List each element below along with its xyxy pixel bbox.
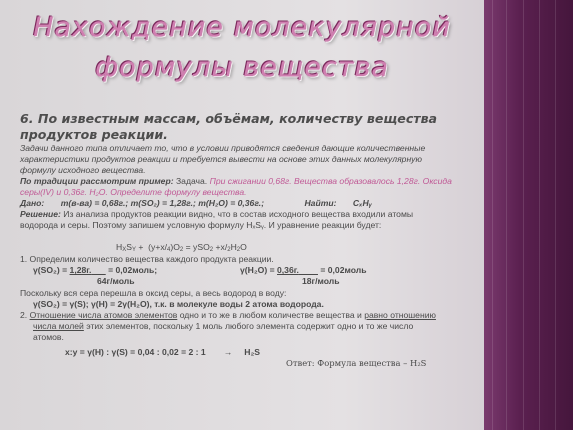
slide-title-line-2: формулы вещества <box>95 52 389 83</box>
step-2-line-1: 2. Отношение числа атомов элементов одно и то же в любом количестве вещества и равно отношению <box>20 310 436 320</box>
solution-text-1: Из анализа продуктов реакции видно, что в состав исходного вещества входили атомы <box>63 209 414 219</box>
given-label: Дано: <box>20 198 45 208</box>
answer-line: Ответ: Формула вещества – H₂S <box>286 358 427 368</box>
description-line-1: Задачи данного типа отличает то, что в условии приводятся сведения дающие количественные <box>20 143 426 153</box>
example-label: По традиции рассмотрим пример: <box>20 176 174 186</box>
example-task-start: При сжигании 0,68г. Вещества образовалось 1,28г. Оксида <box>209 176 452 186</box>
example-line-1 <box>20 176 452 187</box>
description-line-3: формулу исходного вещества. <box>20 165 146 175</box>
given-values: m(в-ва) = 0,68г.; m(SO₂) = 1,28г.; m(H₂O) = 0,36г.; <box>60 198 265 208</box>
step-1-line: 1. Определим количество вещества каждого продукта реакции. <box>20 254 274 264</box>
ratio-line: γ(SO₂) = γ(S); γ(H) = 2γ(H₂O), т.к. в молекуле воды 2 атома водорода. <box>33 299 324 309</box>
example-task-word: Задача. <box>175 176 208 186</box>
section-heading: 6. По известным массам, объёмам, количеству вещества продуктов реакции. <box>20 111 438 142</box>
slide-title-line-1: Нахождение молекулярной <box>33 12 451 43</box>
calc-so2-molar: 64г/моль <box>97 276 135 286</box>
decorative-side-panel <box>484 0 573 430</box>
description-line-2: характеристики продуктов реакции и требуется вывести на основе этих данных молекулярную <box>20 154 422 164</box>
step-2-line-2: числа молей этих элементов, поскольку 1 моль любого элемента содержит одно и то же число <box>33 321 414 331</box>
find-formula: CₓHᵧ <box>352 198 372 208</box>
calc-h2o: γ(H₂O) = 0,36г. = 0,02моль <box>240 265 367 275</box>
find-label: Найти: <box>304 198 337 208</box>
example-line-2: серы(IV) и 0,36г. H₂O. Определите формулу вещества. <box>20 187 247 197</box>
given-line <box>20 198 372 209</box>
calc-h2o-molar: 18г/моль <box>302 276 340 286</box>
xy-ratio-line: x:y = γ(H) : γ(S) = 0,04 : 0,02 = 2 : 1 → H₂S <box>65 347 261 357</box>
reaction-equation: HXSY + (y+x/4)O2 = ySO2 +x/2H2O <box>116 242 247 253</box>
solution-line-2: водорода и серы. Поэтому запишем условную формулу HₓSᵧ. И уравнение реакции будет: <box>20 220 382 230</box>
solution-label: Решение: <box>20 209 61 219</box>
calc-so2: γ(SO₂) = 1,28г. = 0,02моль; <box>33 265 158 275</box>
step-2-line-3: атомов. <box>33 332 64 342</box>
sulfur-line: Поскольку вся сера перешла в оксид серы, а весь водород в воду: <box>20 288 287 298</box>
solution-line-1 <box>20 209 413 220</box>
